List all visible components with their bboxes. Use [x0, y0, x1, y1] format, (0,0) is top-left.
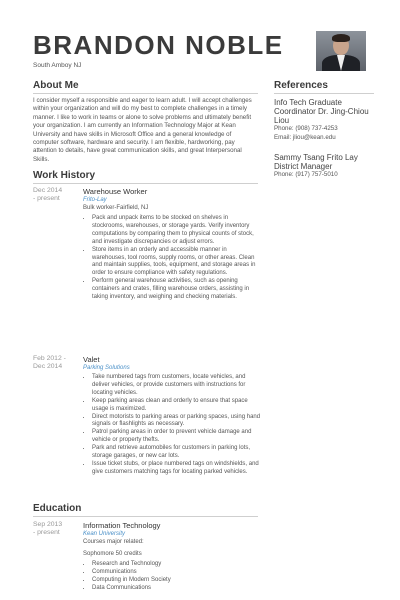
- job-dates: [33, 187, 75, 203]
- reference-email: Email: jliou@kean.edu: [274, 133, 336, 141]
- job-title: Valet: [83, 355, 100, 364]
- job-subtitle: Bulk worker-Fairfield, NJ: [83, 205, 149, 211]
- job-duty-item: • Take numbered tags from customers, locate vehicles, and deliver vehicles, or provide customers with instructions for locating vehicles.: [92, 374, 261, 398]
- candidate-location: South Amboy NJ: [33, 62, 82, 69]
- job-duty-item: • Patrol parking areas in order to prevent vehicle damage and vehicle or property thefts.: [92, 429, 261, 445]
- job-duties-list: [83, 374, 261, 477]
- work-history-heading: Work History: [33, 170, 258, 184]
- course-list: [83, 561, 261, 593]
- job-title: Warehouse Worker: [83, 187, 148, 196]
- job-duty-item: • Store items in an orderly and accessible manner in warehouses, tool rooms, supply rooms, or other areas. Clean and maintain supplies, tools, equipment, and storage areas in order to ensure compliance with safety regulations.: [92, 247, 261, 279]
- reference-name: Sammy Tsang Frito Lay District Manager: [274, 153, 358, 171]
- education-school-link[interactable]: Kean University: [83, 531, 126, 537]
- candidate-name: BRANDON NOBLE: [33, 30, 284, 60]
- job-duties-list: [83, 215, 261, 302]
- job-date-end: - present: [33, 195, 60, 203]
- about-text: I consider myself a responsible and eager to learn adult. I will accept challenges within your organization and will do my best to complete challenges in a timely manner. I like to work in teams or alone to solve problems and ultimately benefit your organization. I am currently an Information Technology Major at Kean University and have skills in Microsoft Office and a general knowledge of computer software, hardware and security. I am flexible, hardworking, pay attention to details, have great communication skills, and great Interpersonal Skills.: [33, 97, 252, 163]
- job-duty-item: • Pack and unpack items to be stocked on shelves in stockrooms, warehouses, or storage yards. Verify inventory computations by comparing them to physical counts of stock, and investigate discrepancies or adjust errors.: [92, 215, 261, 247]
- job-date-end: Dec 2014: [33, 363, 63, 371]
- profile-photo: [316, 31, 366, 71]
- job-duty-item: • Issue ticket stubs, or place numbered tags on windshields, and give customers matching tags for locating parked vehicles.: [92, 461, 261, 477]
- education-title: Information Technology: [83, 521, 161, 530]
- education-note: Courses major related:: [83, 539, 144, 545]
- reference-phone: Phone: (917) 757-5010: [274, 171, 338, 178]
- job-duty-item: • Park and retrieve automobiles for customers in parking lots, storage garages, or new car lots.: [92, 445, 261, 461]
- job-duty-item: • Keep parking areas clean and orderly to ensure that space usage is maximized.: [92, 398, 261, 414]
- education-credits: Sophomore 50 credits: [83, 551, 142, 557]
- reference-item: [274, 153, 374, 180]
- references-heading: References: [274, 80, 374, 94]
- course-item: • Data Communications: [92, 585, 261, 593]
- reference-item: [274, 98, 374, 142]
- education-heading: Education: [33, 503, 258, 517]
- job-dates: [33, 355, 75, 371]
- education-date-end: - present: [33, 529, 60, 537]
- job-duty-item: • Direct motorists to parking areas or parking spaces, using hand signals or flashlights as necessary.: [92, 414, 261, 430]
- education-dates: [33, 521, 75, 537]
- course-item: • Communications: [92, 569, 261, 577]
- course-item: • Computing in Modern Society: [92, 577, 261, 585]
- job-date-start: Feb 2012 -: [33, 355, 66, 362]
- about-heading: About Me: [33, 80, 258, 94]
- reference-phone: Phone: (908) 737-4253: [274, 125, 338, 132]
- job-company-link[interactable]: Frito-Lay: [83, 197, 107, 203]
- job-duty-item: • Perform general warehouse activities, such as opening containers and crates, filling warehouse orders, assisting in taking inventory, and weighing and checking materials.: [92, 278, 261, 302]
- job-date-start: Dec 2014: [33, 187, 63, 194]
- job-company-link[interactable]: Parking Solutions: [83, 365, 130, 371]
- course-item: • Research and Technology: [92, 561, 261, 569]
- reference-name: Info Tech Graduate Coordinator Dr. Jing-Chiou Liou: [274, 98, 369, 125]
- education-date-start: Sep 2013: [33, 521, 63, 528]
